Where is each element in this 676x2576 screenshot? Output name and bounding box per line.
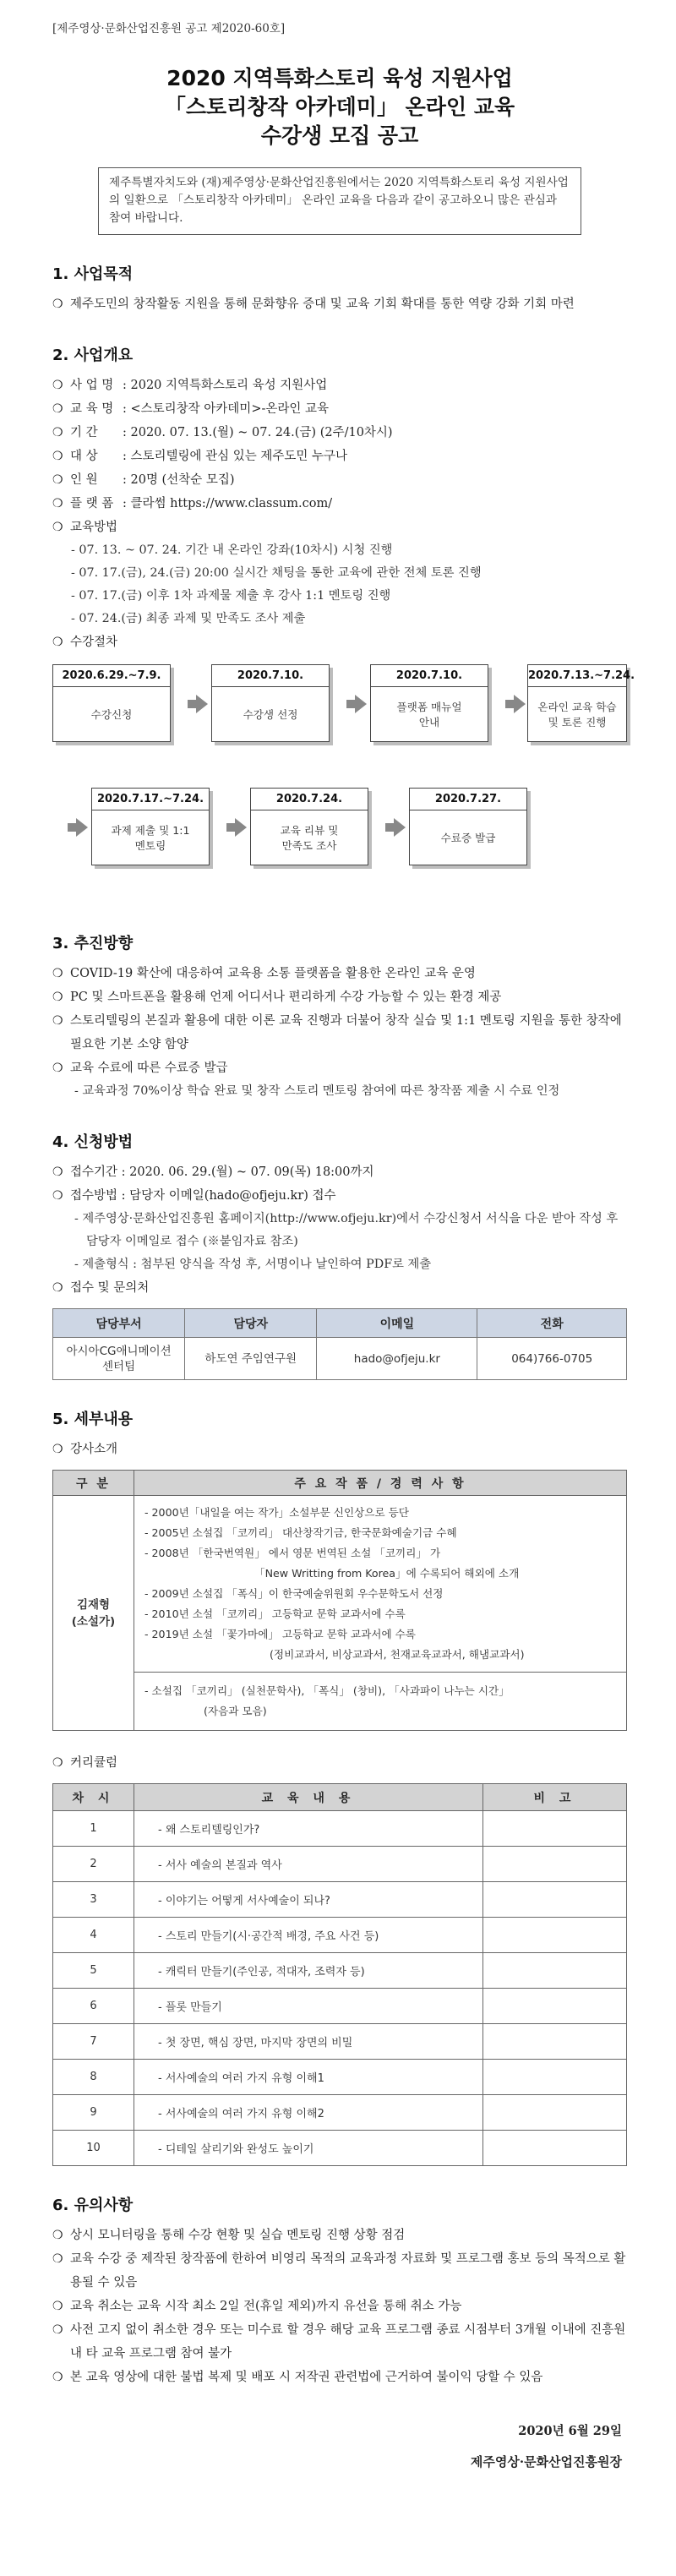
overview-item-label: 인 원 [70,473,98,487]
direction-item: ❍ COVID-19 확산에 대응하여 교육용 소통 플랫폼을 활용한 온라인 교육 운영 [52,962,627,985]
method-item: - 07. 17.(금), 24.(금) 20:00 실시간 채팅을 통한 교육에 관한 전체 토론 진행 [71,566,482,580]
procedure-step [409,788,527,865]
submission-format-note: - 제출형식 : 첨부된 양식을 작성 후, 서명이나 날인하여 PDF로 제출 [74,1258,432,1271]
curriculum-topic: - 왜 스토리텔링인가? [134,1811,483,1847]
contact-person: 하도연 주임연구원 [185,1338,317,1380]
method-item: - 07. 17.(금) 이후 1차 과제물 제출 후 강사 1:1 멘토링 진행 [71,589,391,603]
curriculum-topic: - 서사 예술의 본질과 역사 [134,1847,483,1882]
procedure-step-date: 2020.7.27. [410,789,526,810]
contact-phone: 064)766-0705 [477,1338,627,1380]
direction-item: ❍ 스토리텔링의 본질과 활용에 대한 이론 교육 진행과 더불어 창작 실습 및 1:1 멘토링 지원을 통한 창작에 필요한 기본 소양 함양 [52,1009,627,1056]
overview-item-value: : <스토리창작 아카데미>-온라인 교육 [123,402,330,416]
section-3-title: 3. 추진방향 [52,935,134,952]
procedure-step [527,664,635,742]
overview-item-value: : 20명 (선착순 모집) [123,473,235,487]
lecturer-header-category: 구 분 [53,1471,134,1496]
title-line-2: 「스토리창작 아카데미」 온라인 교육 [164,95,515,119]
contact-table [52,1308,627,1380]
curriculum-header-session: 차 시 [53,1784,134,1811]
curriculum-topic: - 캐릭터 만들기(주인공, 적대자, 조력자 등) [134,1953,483,1989]
curriculum-topic: - 서사예술의 여러 가지 유형 이해1 [134,2060,483,2095]
curriculum-header-content: 교 육 내 용 [134,1784,483,1811]
lecturer-career [134,1496,627,1673]
procedure-step-text: 수료증 발급 [440,831,496,844]
procedure-step [370,664,488,742]
section-2-title: 2. 사업개요 [52,347,134,364]
arrow-right-icon [355,695,367,713]
curriculum-topic: - 디테일 살리기와 완성도 높이기 [134,2131,483,2166]
curriculum-session: 8 [53,2060,134,2095]
procedure-step-date: 2020.7.24. [251,789,368,810]
direction-item: ❍ 교육 수료에 따른 수료증 발급 [52,1056,627,1080]
completion-note: - 교육과정 70%이상 학습 완료 및 창작 스토리 멘토링 참여에 따른 창작품 제출 시 수료 인정 [74,1084,560,1098]
curriculum-session: 6 [53,1989,134,2024]
title-line-3: 수강생 모집 공고 [260,123,419,148]
section-1-text: ❍ 제주도민의 창작활동 지원을 통해 문화향유 증대 및 교육 기회 확대를 통한 역량 강화 기회 마련 [52,292,627,316]
overview-item [52,421,627,445]
curriculum-note [483,1918,627,1953]
section-5-title: 5. 세부내용 [52,1411,134,1428]
direction-item: ❍ PC 및 스마트폰을 활용해 언제 어디서나 편리하게 수강 가능할 수 있는 환경 제공 [52,985,627,1009]
curriculum-topic: - 플롯 만들기 [134,1989,483,2024]
caution-list [52,2224,627,2389]
contact-header-email: 이메일 [317,1309,477,1338]
method-item: - 07. 13. ~ 07. 24. 기간 내 온라인 강좌(10차시) 시청 진행 [71,543,393,557]
curriculum-topic: - 첫 장면, 핵심 장면, 마지막 장면의 비밀 [134,2024,483,2060]
lecturer-label: ❍ 강사소개 [52,1438,627,1461]
curriculum-table [52,1783,627,2166]
overview-item-value: : 스토리텔링에 관심 있는 제주도민 누구나 [123,450,348,463]
method-item: - 07. 24.(금) 최종 과제 및 만족도 조사 제출 [71,612,306,625]
overview-item-value: : 클라썸 https://www.classum.com/ [123,497,333,510]
curriculum-session: 3 [53,1882,134,1918]
overview-item [52,397,627,421]
issuing-organization: 제주영상·문화산업진흥원장 [470,2454,622,2470]
notice-date: 2020년 6월 29일 [518,2424,622,2438]
notice-number: [제주영상·문화산업진흥원 공고 제2020-60호] [52,22,286,35]
lecturer-works [134,1673,627,1731]
arrow-right-icon [196,695,208,713]
overview-item [52,374,627,397]
curriculum-session: 9 [53,2095,134,2131]
curriculum-row [53,2131,627,2166]
lecturer-table [52,1470,627,1731]
curriculum-note [483,2024,627,2060]
procedure-step [211,664,330,742]
procedure-step-date: 2020.7.10. [212,665,329,687]
contact-header-person: 담당자 [185,1309,317,1338]
procedure-step [91,788,210,865]
curriculum-note [483,2060,627,2095]
curriculum-session: 7 [53,2024,134,2060]
procedure-step [52,664,171,742]
contact-header-phone: 전화 [477,1309,627,1338]
arrow-right-icon [394,818,406,837]
overview-list [52,374,627,516]
curriculum-row [53,2095,627,2131]
caution-item: ❍ 교육 수강 중 제작된 창작품에 한하여 비영리 목적의 교육과정 자료화 및 프로그램 홍보 등의 목적으로 활용될 수 있음 [52,2247,627,2295]
curriculum-note [483,1953,627,1989]
curriculum-row [53,1811,627,1847]
curriculum-session: 4 [53,1918,134,1953]
arrow-right-icon [514,695,526,713]
procedure-step-text: 플랫폼 매뉴얼 안내 [396,700,462,729]
section-1-title: 1. 사업목적 [52,265,134,283]
direction-list [52,962,627,1080]
curriculum-note [483,2131,627,2166]
career-line: 「New Writting from Korea」에 수록되어 해외에 소개 [254,1567,520,1580]
procedure-step-date: 2020.7.10. [371,665,488,687]
overview-item-label: 기 간 [70,426,98,439]
overview-item-label: 교 육 명 [70,402,114,416]
curriculum-row [53,1989,627,2024]
curriculum-topic: - 서사예술의 여러 가지 유형 이해2 [134,2095,483,2131]
title-line-1: 2020 지역특화스토리 육성 지원사업 [166,66,513,90]
curriculum-session: 2 [53,1847,134,1882]
curriculum-session: 1 [53,1811,134,1847]
lecturer-header-career: 주 요 작 품 / 경 력 사 항 [134,1471,627,1496]
curriculum-session: 10 [53,2131,134,2166]
curriculum-note [483,1811,627,1847]
overview-item-label: 사 업 명 [70,379,114,392]
curriculum-header-note: 비 고 [483,1784,627,1811]
procedure-step-text: 수강생 선정 [243,707,298,721]
curriculum-row [53,1847,627,1882]
contact-dept: 아시아CG애니메이션 센터팀 [53,1338,185,1380]
career-line: - 2005년 소설집 「코끼리」 대산창작기금, 한국문화예술기금 수혜 [144,1526,457,1539]
overview-item [52,492,627,516]
career-line: - 2019년 소설 「꽃가마에」 고등학교 문학 교과서에 수록 [144,1628,416,1640]
career-line: - 2008년 「한국번역원」 에서 영문 번역된 소설 「코끼리」 가 [144,1547,441,1559]
career-line: - 2009년 소설집 「폭식」이 한국예술위원회 우수문학도서 선정 [144,1587,444,1600]
career-line: (정비교과서, 비상교과서, 천재교육교과서, 해냄교과서) [270,1648,525,1661]
section-4-title: 4. 신청방법 [52,1133,134,1151]
application-method: ❍ 접수방법 : 담당자 이메일(hado@ofjeju.kr) 접수 [52,1184,627,1208]
arrow-right-icon [235,818,247,837]
caution-item: ❍ 교육 취소는 교육 시작 최소 2일 전(휴일 제외)까지 유선을 통해 취소 가능 [52,2295,627,2318]
procedure-label: ❍ 수강절차 [52,630,627,654]
procedure-step-date: 2020.6.29.~7.9. [53,665,170,687]
curriculum-note [483,2095,627,2131]
contact-email[interactable]: hado@ofjeju.kr [317,1338,477,1380]
application-period: ❍ 접수기간 : 2020. 06. 29.(월) ~ 07. 09(목) 18:00까지 [52,1160,627,1184]
procedure-step-text: 수강신청 [90,707,133,721]
lecturer-name: 김재형 (소설가) [53,1496,134,1731]
procedure-step-text: 온라인 교육 학습 및 토론 진행 [537,700,617,729]
method-list [52,539,627,630]
procedure-flow [52,659,635,904]
overview-item [52,445,627,468]
overview-item-value: : 2020 지역특화스토리 육성 지원사업 [123,379,328,392]
procedure-step-text: 교육 리뷰 및 만족도 조사 [280,823,339,852]
curriculum-row [53,1918,627,1953]
works-line: (자음과 모음) [204,1705,267,1717]
contact-header-dept: 담당부서 [53,1309,185,1338]
curriculum-label: ❍ 커리큘럼 [52,1751,627,1775]
procedure-step-text: 과제 제출 및 1:1 멘토링 [111,823,190,852]
curriculum-note [483,1989,627,2024]
intro-box: 제주특별자치도와 (재)제주영상·문화산업진흥원에서는 2020 지역특화스토리 육성 지원사업의 일환으로 「스토리창작 아카데미」 온라인 교육을 다음과 같이 공고하오니 많은 관심과 참여 바랍니다. [98,167,581,235]
curriculum-note [483,1882,627,1918]
curriculum-topic: - 이야기는 어떻게 서사예술이 되나? [134,1882,483,1918]
section-6-title: 6. 유의사항 [52,2197,134,2214]
procedure-step-date: 2020.7.13.~7.24. [528,665,626,687]
procedure-step-date: 2020.7.17.~7.24. [92,789,209,810]
caution-item: ❍ 상시 모니터링을 통해 수강 현황 및 실습 멘토링 진행 상황 점검 [52,2224,627,2247]
arrow-right-icon [76,818,88,837]
curriculum-row [53,2024,627,2060]
procedure-step [250,788,368,865]
method-label: ❍ 교육방법 [52,516,627,539]
career-line: - 2010년 소설 「코끼리」 고등학교 문학 교과서에 수록 [144,1607,406,1620]
notice-title [52,64,627,150]
overview-item-label: 대 상 [70,450,98,463]
curriculum-session: 5 [53,1953,134,1989]
caution-item: ❍ 본 교육 영상에 대한 불법 복제 및 배포 시 저작권 관련법에 근거하여 불이익 당할 수 있음 [52,2366,627,2389]
overview-item-label: 플 랫 폼 [70,497,114,510]
overview-item-value: : 2020. 07. 13.(월) ~ 07. 24.(금) (2주/10차시) [123,426,393,439]
curriculum-row [53,2060,627,2095]
curriculum-note [483,1847,627,1882]
curriculum-row [53,1953,627,1989]
caution-item: ❍ 사전 고지 없이 취소한 경우 또는 미수료 할 경우 해당 교육 프로그램 종료 시점부터 3개월 이내에 진흥원 내 타 교육 프로그램 참여 불가 [52,2318,627,2366]
contact-label: ❍ 접수 및 문의처 [52,1276,627,1300]
curriculum-topic: - 스토리 만들기(시·공간적 배경, 주요 사건 등) [134,1918,483,1953]
works-line: - 소설집 「코끼리」 (실천문학사), 「폭식」 (창비), 「사과파이 나누는 시간」 [144,1684,510,1697]
application-download-note: - 제주영상·문화산업진흥원 홈페이지(http://www.ofjeju.kr)에서 수강신청서 서식을 다운 받아 작성 후 담당자 이메일로 접수 (※붙임자료 참조) [74,1212,619,1248]
overview-item [52,468,627,492]
curriculum-row [53,1882,627,1918]
career-line: - 2000년「내일을 여는 작가」소설부문 신인상으로 등단 [144,1506,409,1519]
